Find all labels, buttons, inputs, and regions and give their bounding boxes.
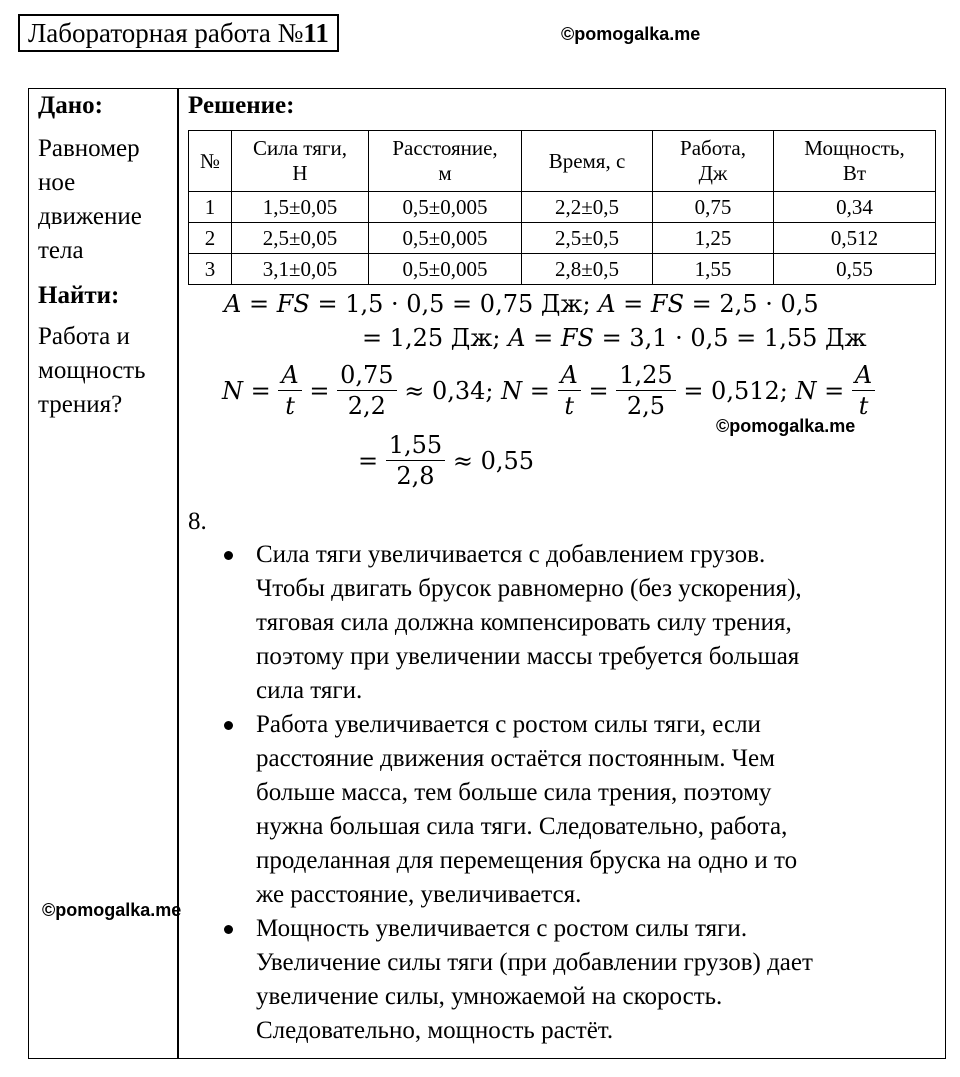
bullet-icon xyxy=(224,551,233,560)
math-eq: = xyxy=(588,376,609,405)
table-cell: 1,55 xyxy=(653,254,774,285)
math-var: A xyxy=(224,290,242,318)
math-var: A xyxy=(508,324,526,352)
fraction-denominator: 2,2 xyxy=(347,392,386,420)
fraction-denominator: t xyxy=(564,392,574,420)
fraction-numerator: 1,55 xyxy=(386,430,445,461)
work-calc-2b: = 1,25 Дж; xyxy=(362,324,501,352)
fraction-numerator: 0,75 xyxy=(337,360,396,391)
fraction-denominator: 2,8 xyxy=(396,462,435,490)
fraction-denominator: 2,5 xyxy=(626,392,666,420)
list-item-line: увеличение силы, умножаемой на скорость. xyxy=(256,983,723,1010)
list-item-line: сила тяги. xyxy=(256,677,363,704)
list-item xyxy=(222,538,938,708)
list-item-line: нужна большая сила тяги. Следовательно, работа, xyxy=(256,813,788,840)
work-formula-line1 xyxy=(224,290,819,318)
conclusions-list xyxy=(222,538,938,1048)
table-cell: 1,5±0,05 xyxy=(232,192,369,223)
given-line: ное xyxy=(38,169,76,196)
find-line: мощность xyxy=(38,357,146,384)
fraction-numerator: 1,25 xyxy=(616,360,675,391)
power-result-3: ≈ 0,55 xyxy=(452,446,535,475)
fraction-numerator: A xyxy=(278,360,301,391)
table-cell: 2,8±0,5 xyxy=(522,254,653,285)
table-row xyxy=(189,192,936,223)
table-header-cell: Время, с xyxy=(522,131,653,192)
find-line: Работа и xyxy=(38,323,130,350)
math-var: N xyxy=(795,376,817,405)
given-label: Дано: xyxy=(38,92,103,119)
math-var: N xyxy=(222,376,243,405)
work-calc-1: = 1,5 · 0,5 = 0,75 Дж; xyxy=(317,290,591,318)
list-item-line: расстояние движения остаётся постоянным. Чем xyxy=(256,745,775,772)
list-item xyxy=(222,912,938,1048)
list-item-line: Чтобы двигать брусок равномерно (без ускорения), xyxy=(256,575,802,602)
table-header-cell: Мощность, Вт xyxy=(774,131,936,192)
math-eq: = xyxy=(358,446,379,475)
math-var: N xyxy=(501,376,523,405)
bullet-icon xyxy=(224,925,233,934)
table-cell: 2,5±0,5 xyxy=(522,223,653,254)
list-item-line: проделанная для перемещения бруска на одно и то xyxy=(256,847,798,874)
fraction xyxy=(558,360,581,421)
math-eq: = xyxy=(623,290,644,318)
table-row xyxy=(189,223,936,254)
fraction-numerator: A xyxy=(852,360,875,391)
measurements-table xyxy=(188,130,936,285)
table-cell: 0,34 xyxy=(774,192,936,223)
list-item-line: Работа увеличивается с ростом силы тяги, если xyxy=(256,711,761,738)
find-line: трения? xyxy=(38,391,123,418)
table-cell: 2,2±0,5 xyxy=(522,192,653,223)
given-line: движение xyxy=(38,203,142,230)
math-eq: = xyxy=(309,376,330,405)
list-item-line: поэтому при увеличении массы требуется большая xyxy=(256,643,800,670)
list-item-line: Увеличение силы тяги (при добавлении грузов) дает xyxy=(256,949,813,976)
fraction-numerator: A xyxy=(558,360,581,391)
table-header-cell: Сила тяги, Н xyxy=(232,131,369,192)
work-formula-line2 xyxy=(362,324,867,352)
math-eq: = xyxy=(824,376,845,405)
table-cell: 1 xyxy=(189,192,232,223)
math-var: FS xyxy=(650,290,685,318)
list-item-line: же расстояние, увеличивается. xyxy=(256,881,582,908)
table-cell: 1,25 xyxy=(653,223,774,254)
fraction xyxy=(337,360,396,421)
table-cell: 2 xyxy=(189,223,232,254)
table-header-row xyxy=(189,131,936,192)
math-var: FS xyxy=(560,324,594,352)
table-cell: 2,5±0,05 xyxy=(232,223,369,254)
math-var: A xyxy=(598,290,616,318)
power-formula-line2 xyxy=(358,430,534,491)
table-row xyxy=(189,254,936,285)
fraction xyxy=(386,430,445,491)
power-result-1: ≈ 0,34; xyxy=(404,376,494,405)
watermark-bottom: ©pomogalka.me xyxy=(42,900,182,920)
table-cell: 0,75 xyxy=(653,192,774,223)
list-item-line: Сила тяги увеличивается с добавлением грузов. xyxy=(256,541,766,568)
list-item xyxy=(222,708,938,912)
table-cell: 0,5±0,005 xyxy=(369,254,522,285)
watermark-middle: ©pomogalka.me xyxy=(716,416,856,436)
math-eq: = xyxy=(533,324,554,352)
table-header-cell: № xyxy=(189,131,232,192)
table-header-cell: Работа, Дж xyxy=(653,131,774,192)
power-formula-line1 xyxy=(222,360,875,421)
table-header-cell: Расстояние, м xyxy=(369,131,522,192)
work-calc-3: = 3,1 · 0,5 = 1,55 Дж xyxy=(601,324,867,352)
given-line: тела xyxy=(38,237,84,264)
table-cell: 0,512 xyxy=(774,223,936,254)
solution-label: Решение: xyxy=(188,92,295,119)
table-cell: 0,5±0,005 xyxy=(369,223,522,254)
find-label: Найти: xyxy=(38,282,120,309)
math-var: FS xyxy=(276,290,310,318)
table-cell: 3 xyxy=(189,254,232,285)
title-number: 11 xyxy=(303,18,329,48)
fraction xyxy=(278,360,301,421)
given-line: Равномер xyxy=(38,135,140,162)
list-item-line: Мощность увеличивается с ростом силы тяги. xyxy=(256,915,748,942)
fraction-denominator: t xyxy=(858,392,869,420)
title-prefix: Лабораторная работа № xyxy=(28,18,304,48)
page-title xyxy=(18,14,339,52)
math-eq: = xyxy=(250,376,271,405)
given-text xyxy=(38,132,142,268)
item-number: 8. xyxy=(188,508,207,535)
table-cell: 3,1±0,05 xyxy=(232,254,369,285)
find-text xyxy=(38,320,146,422)
watermark-top: ©pomogalka.me xyxy=(561,24,701,44)
table-cell: 0,5±0,005 xyxy=(369,192,522,223)
power-result-2: = 0,512; xyxy=(683,376,788,405)
fraction xyxy=(852,360,875,421)
table-cell: 0,55 xyxy=(774,254,936,285)
math-eq: = xyxy=(248,290,270,318)
fraction xyxy=(616,360,675,421)
list-item-line: тяговая сила должна компенсировать силу трения, xyxy=(256,609,792,636)
math-eq: = xyxy=(529,376,550,405)
fraction-denominator: t xyxy=(285,392,295,420)
list-item-line: Следовательно, мощность растёт. xyxy=(256,1017,614,1044)
list-item-line: больше масса, тем больше сила трения, поэтому xyxy=(256,779,772,806)
bullet-icon xyxy=(224,721,233,730)
work-calc-2a: = 2,5 · 0,5 xyxy=(691,290,819,318)
